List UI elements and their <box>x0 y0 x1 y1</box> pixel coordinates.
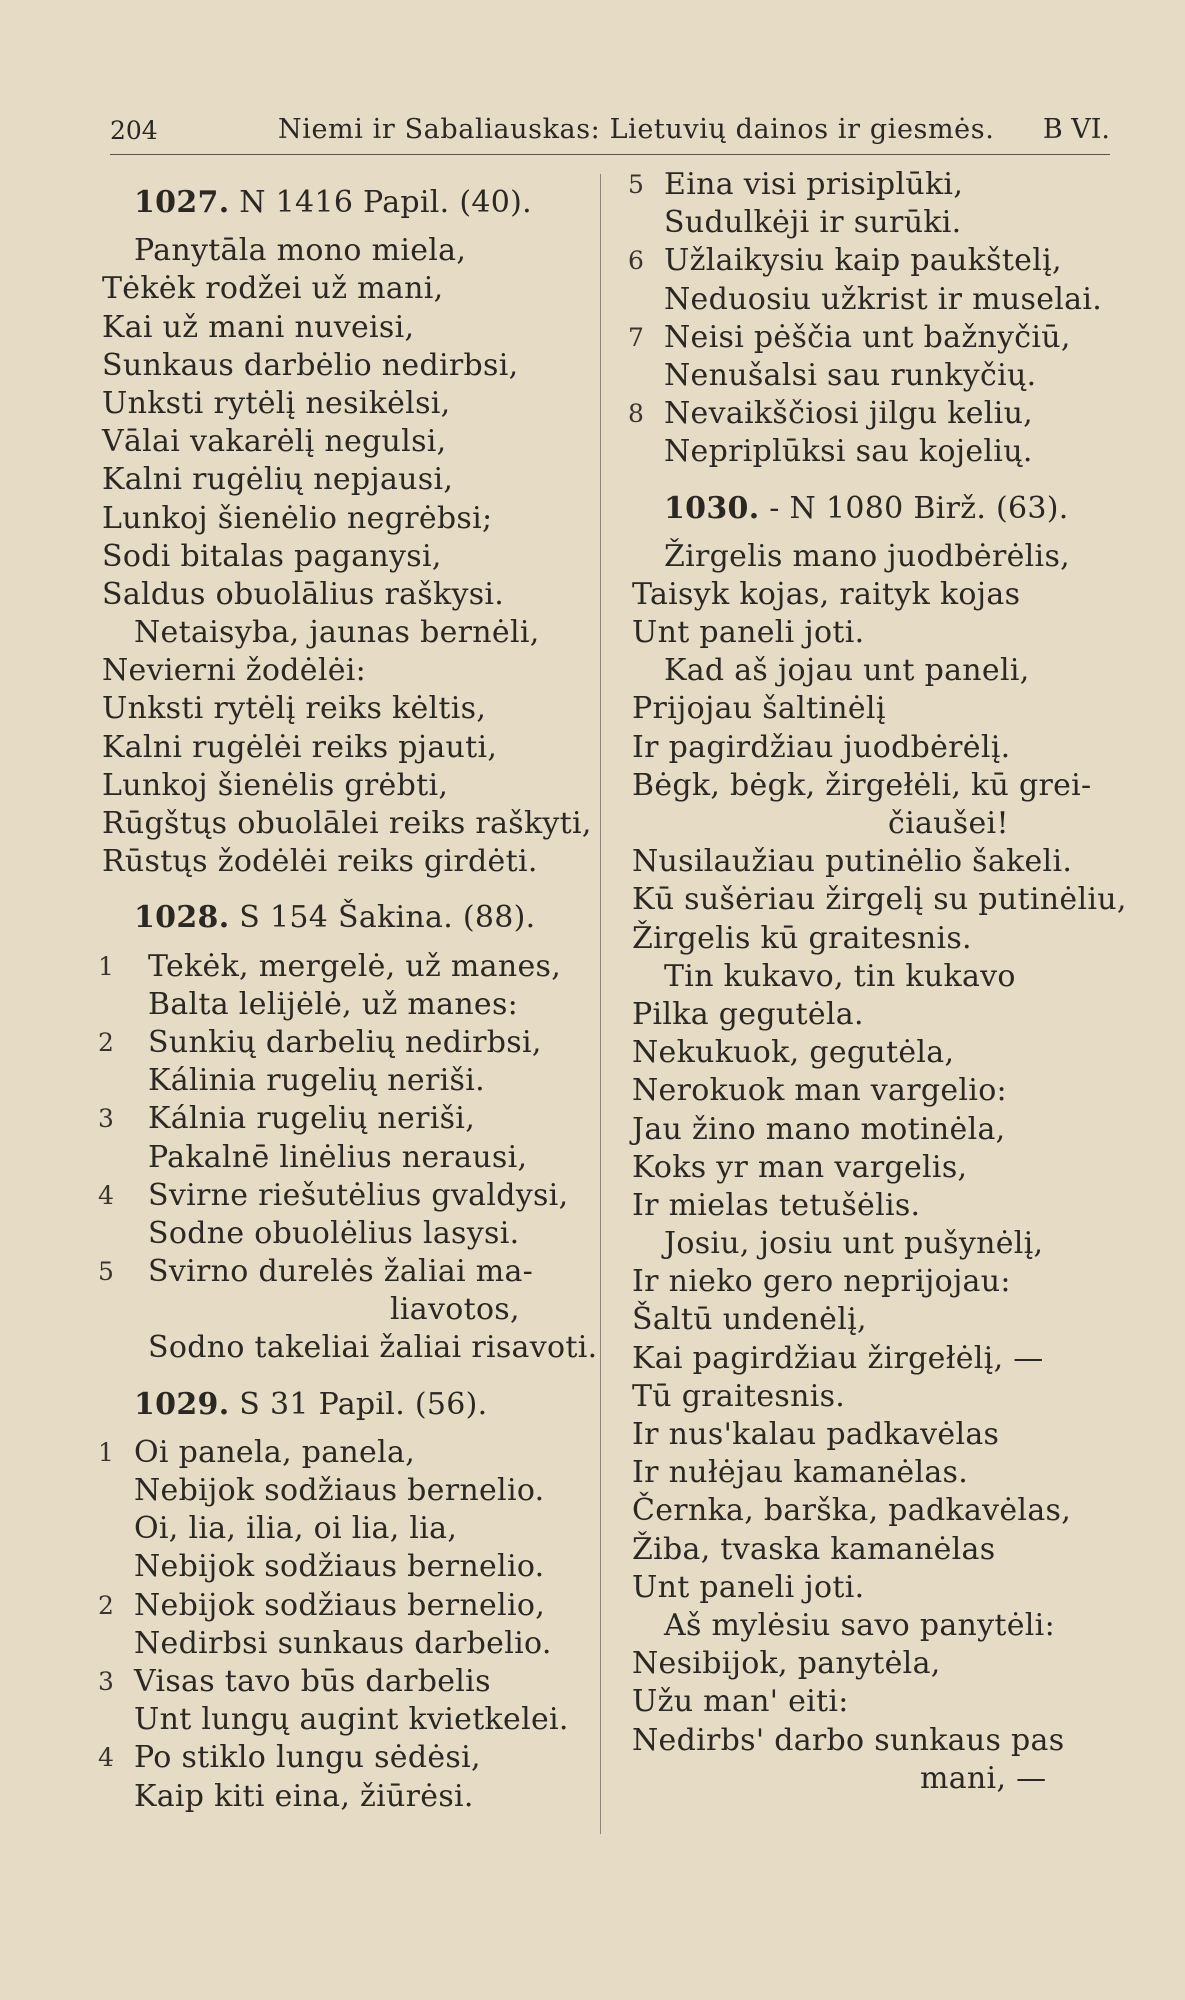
verse-text: Koks yr man vargelis, <box>632 1149 968 1185</box>
verse-text: Saldus obuolālius raškysi. <box>102 576 505 612</box>
verse-line <box>98 1663 568 1701</box>
verse-number: 5 <box>628 170 645 199</box>
verse-text: Oi, lia, ilia, oi lia, lia, <box>134 1511 458 1547</box>
verse-text: Ir pagirdžiau juodbėrėlį. <box>632 729 1011 765</box>
song-source: S 31 Papil. (56). <box>229 1386 488 1422</box>
verse-line <box>98 423 568 461</box>
verse-text: Lunkoj šienėlio negrėbsi; <box>102 500 493 536</box>
verse-text: Rūstųs žodėlėi reiks girdėti. <box>102 844 538 880</box>
verse-text: Kad aš jojau unt paneli, <box>664 653 1030 689</box>
verse-text: Nevaikščiosi jilgu keliu, <box>664 396 1034 432</box>
verse-text: Svirno durelės žaliai ma- <box>148 1254 534 1290</box>
verse-line <box>98 385 568 423</box>
verse-line <box>628 1301 1108 1339</box>
verse-text: Kai pagirdžiau žirgełėlį, — <box>632 1340 1044 1376</box>
verse-line <box>628 1416 1108 1454</box>
verse-line <box>98 347 568 385</box>
verse-line <box>98 1472 568 1510</box>
verse-line <box>628 729 1108 767</box>
verse-text: Unt paneli joti. <box>632 615 865 651</box>
song-source: S 154 Šakina. (88). <box>229 900 536 936</box>
verse-line <box>98 1139 568 1177</box>
right-column <box>628 166 1127 1798</box>
verse-text: Sunkių darbelių nedirbsi, <box>148 1024 542 1060</box>
verse-line <box>628 920 1108 958</box>
verse-number: 3 <box>98 1104 115 1134</box>
verse-line <box>98 1587 568 1625</box>
verse-text: Prijojau šaltinėlį <box>632 691 886 727</box>
verse-text: mani, — <box>920 1760 1047 1796</box>
verse-line <box>98 1778 568 1816</box>
verse-text: Nenušalsi sau runkyčių. <box>664 357 1037 393</box>
verse-number: 7 <box>628 322 645 352</box>
verse-text: Oi panela, panela, <box>134 1434 416 1470</box>
section-mark: B VI. <box>1042 114 1110 145</box>
verse-text: Sodi bitalas paganysi, <box>102 538 442 574</box>
verse-line <box>628 576 1108 614</box>
verse-line <box>628 1645 1108 1683</box>
page-number: 204 <box>110 116 158 145</box>
verse-text: Sunkaus darbėlio nedirbsi, <box>102 347 519 383</box>
verse-text: Po stiklo lungu sėdėsi, <box>134 1740 481 1776</box>
verse-text: Nevierni žodėlėi: <box>102 653 367 689</box>
verse-text: Nerokuok man vargelio: <box>632 1073 1007 1109</box>
verse-line <box>98 1548 568 1586</box>
verse-number: 4 <box>98 1180 115 1210</box>
verse-text: Kai už mani nuveisi, <box>102 309 415 345</box>
verse-line <box>628 1454 1108 1492</box>
verse-line <box>628 1531 1108 1569</box>
verse-line <box>98 614 568 652</box>
verse-line <box>628 433 1108 471</box>
verse-text: čiaušei! <box>888 806 1009 841</box>
verse-text: Nusilaužiau putinėlio šakeli. <box>632 844 1073 880</box>
verse-text: Žirgelis kū graitesnis. <box>632 920 972 956</box>
verse-number: 4 <box>98 1743 115 1773</box>
verse-line <box>628 1569 1108 1607</box>
verse-text: Balta lelijėlė, už manes: <box>148 986 519 1022</box>
verse-text: liavotos, <box>390 1292 520 1328</box>
verse-line <box>628 1072 1108 1110</box>
song-heading <box>628 490 1108 528</box>
verse-line <box>98 232 568 270</box>
verse-text: Nesibijok, panytėla, <box>632 1646 941 1682</box>
verse-line <box>98 538 568 576</box>
verse-line <box>628 357 1108 395</box>
verse-text: Kálnia rugelių neriši, <box>148 1101 476 1137</box>
verse-text: Sodno takeliai žaliai risavoti. <box>148 1330 598 1366</box>
song-source: - N 1080 Birž. (63). <box>759 490 1069 526</box>
verse-line <box>628 958 1108 996</box>
song-heading <box>98 1386 568 1424</box>
song-heading <box>98 899 568 937</box>
verse-text: Unksti rytėlį reiks kėltis, <box>102 691 487 727</box>
verse-text: Ir nus'kalau padkavėlas <box>632 1417 1000 1452</box>
verse-text: Rūgštųs obuolālei reiks raškyti, <box>102 806 592 841</box>
verse-line <box>628 1492 1108 1530</box>
column-divider <box>600 174 601 1834</box>
verse-number: 1 <box>98 951 115 981</box>
verse-text: Nedirbsi sunkaus darbelio. <box>134 1625 552 1661</box>
verse-line <box>98 1625 568 1663</box>
verse-line <box>628 1187 1108 1225</box>
song-number: 1027. <box>134 185 230 220</box>
verse-line <box>628 395 1108 433</box>
song-heading-text <box>134 899 535 937</box>
verse-line <box>628 652 1108 690</box>
verse-line <box>628 1607 1108 1645</box>
verse-text: Josiu, josiu unt pušynėlį, <box>664 1226 1044 1262</box>
verse-line <box>628 1722 1108 1760</box>
verse-number: 2 <box>98 1590 115 1620</box>
verse-text: Ir nieko gero neprijojau: <box>632 1264 1011 1300</box>
verse-text: Jau žino mano motinėla, <box>632 1111 1006 1147</box>
verse-text: Tin kukavo, tin kukavo <box>664 958 1016 994</box>
verse-text: Nekukuok, gegutėla, <box>632 1035 955 1071</box>
verse-text: Ir nułėjau kamanėlas. <box>632 1455 969 1491</box>
verse-line <box>628 1034 1108 1072</box>
song-source: N 1416 Papil. (40). <box>229 185 532 220</box>
verse-line <box>98 1024 568 1062</box>
running-header <box>110 112 1110 155</box>
verse-text: Žirgelis mano juodbėrėlis, <box>664 538 1070 574</box>
verse-text: Sudulkėji ir surūki. <box>664 205 962 241</box>
verse-line <box>628 1760 1108 1798</box>
verse-line <box>628 281 1108 319</box>
verse-text: Nepriplūksi sau kojelių. <box>664 434 1033 470</box>
verse-line <box>628 204 1108 242</box>
verse-text: Ir mielas tetušėlis. <box>632 1187 921 1223</box>
verse-number: 5 <box>98 1257 115 1287</box>
verse-number: 3 <box>98 1666 115 1696</box>
verse-line <box>628 996 1108 1034</box>
verse-text: Panytāla mono miela, <box>134 233 467 269</box>
verse-text: Nedirbs' darbo sunkaus pas <box>632 1722 1065 1758</box>
verse-line <box>628 538 1108 576</box>
song-number: 1028. <box>134 900 230 936</box>
verse-line <box>98 1291 568 1329</box>
verse-line <box>98 1701 568 1739</box>
verse-line <box>98 1177 568 1215</box>
verse-line <box>98 1739 568 1777</box>
verse-line <box>98 1062 568 1100</box>
song-heading-text <box>134 1386 488 1424</box>
verse-text: Unt lungų augint kvietkelei. <box>134 1702 569 1738</box>
verse-text: Sodne obuolėlius lasysi. <box>148 1215 520 1251</box>
verse-line <box>628 1340 1108 1378</box>
verse-text: Unt paneli joti. <box>632 1569 865 1605</box>
verse-line <box>98 729 568 767</box>
verse-line <box>628 805 1108 843</box>
verse-number: 1 <box>98 1437 115 1467</box>
verse-line <box>98 690 568 728</box>
verse-text: Kaip kiti eina, žiūrėsi. <box>134 1778 474 1814</box>
verse-line <box>628 1149 1108 1187</box>
verse-text: Netaisyba, jaunas bernėli, <box>134 615 540 651</box>
verse-line <box>628 767 1108 805</box>
verse-text: Kálinia rugelių neriši. <box>148 1063 485 1099</box>
song-heading <box>98 184 568 222</box>
song-number: 1029. <box>134 1386 230 1422</box>
verse-line <box>628 843 1108 881</box>
verse-line <box>98 461 568 499</box>
verse-line <box>98 767 568 805</box>
verse-line <box>98 500 568 538</box>
verse-line <box>98 948 568 986</box>
verse-text: Nebijok sodžiaus bernelio. <box>134 1549 545 1585</box>
verse-text: Nebijok sodžiaus bernelio. <box>134 1473 545 1508</box>
verse-line <box>98 309 568 347</box>
verse-line <box>628 1683 1108 1721</box>
verse-text: Lunkoj šienėlis grėbti, <box>102 767 449 803</box>
verse-text: Aš mylėsiu savo panytėli: <box>664 1607 1055 1643</box>
left-column <box>98 166 598 1816</box>
verse-text: Pakalnē linėlius nerausi, <box>148 1139 528 1175</box>
verse-line <box>628 614 1108 652</box>
verse-text: Neisi pėščia unt bažnyčiū, <box>664 319 1071 355</box>
verse-number: 8 <box>628 399 645 429</box>
verse-text: Kū sušėriau žirgelį su putinėliu, <box>632 882 1127 918</box>
song-number: 1030. <box>664 490 760 526</box>
verse-line <box>628 881 1127 919</box>
verse-text: Visas tavo būs darbelis <box>134 1663 491 1699</box>
verse-number: 6 <box>628 246 645 276</box>
verse-text: Nebijok sodžiaus bernelio, <box>134 1587 546 1623</box>
verse-line <box>98 1329 598 1367</box>
verse-text: Svirne riešutėlius gvaldysi, <box>148 1177 569 1213</box>
verse-line <box>98 805 592 843</box>
verse-line <box>98 1253 568 1291</box>
verse-text: Černka, barška, padkavėlas, <box>632 1493 1072 1529</box>
verse-text: Kalni rugėlių nepjausi, <box>102 462 454 498</box>
verse-text: Šaltū undenėlį, <box>632 1302 867 1338</box>
verse-text: Bėgk, bėgk, žirgełėli, kū grei- <box>632 767 1092 803</box>
verse-number: 2 <box>98 1027 115 1057</box>
verse-line <box>628 690 1108 728</box>
song-heading-text <box>664 490 1069 528</box>
verse-line <box>628 242 1108 280</box>
verse-text: Unksti rytėlį nesikėlsi, <box>102 385 451 421</box>
running-title: Niemi ir Sabaliauskas: Lietuvių dainos ir giesmės. <box>278 114 995 145</box>
song-heading-text <box>134 184 532 222</box>
verse-line <box>628 1263 1108 1301</box>
verse-text: Neduosiu užkrist ir muselai. <box>664 281 1103 317</box>
verse-line <box>98 843 568 881</box>
verse-line <box>98 1434 568 1472</box>
verse-text: Žiba, tvaska kamanėlas <box>632 1531 996 1567</box>
verse-text: Užlaikysiu kaip paukštelį, <box>664 243 1062 279</box>
verse-line <box>98 1100 568 1138</box>
verse-line <box>628 1111 1108 1149</box>
verse-line <box>98 270 568 308</box>
verse-line <box>98 1215 568 1253</box>
verse-line <box>628 1378 1108 1416</box>
verse-line <box>628 1225 1108 1263</box>
verse-text: Užu man' eiti: <box>632 1684 849 1720</box>
verse-line <box>628 319 1108 357</box>
verse-text: Tėkėk rodžei už mani, <box>102 271 444 307</box>
verse-line <box>628 166 1108 204</box>
verse-text: Tekėk, mergelė, už manes, <box>148 948 562 984</box>
verse-text: Vālai vakarėlį negulsi, <box>102 424 447 460</box>
verse-line <box>98 576 568 614</box>
verse-text: Pilka gegutėla. <box>632 996 864 1032</box>
verse-text: Kalni rugėlėi reiks pjauti, <box>102 729 498 765</box>
verse-line <box>98 652 568 690</box>
verse-text: Tū graitesnis. <box>632 1378 846 1414</box>
verse-text: Taisyk kojas, raityk kojas <box>632 576 1021 612</box>
verse-line <box>98 1510 568 1548</box>
verse-text: Eina visi prisiplūki, <box>664 167 964 202</box>
verse-line <box>98 986 568 1024</box>
